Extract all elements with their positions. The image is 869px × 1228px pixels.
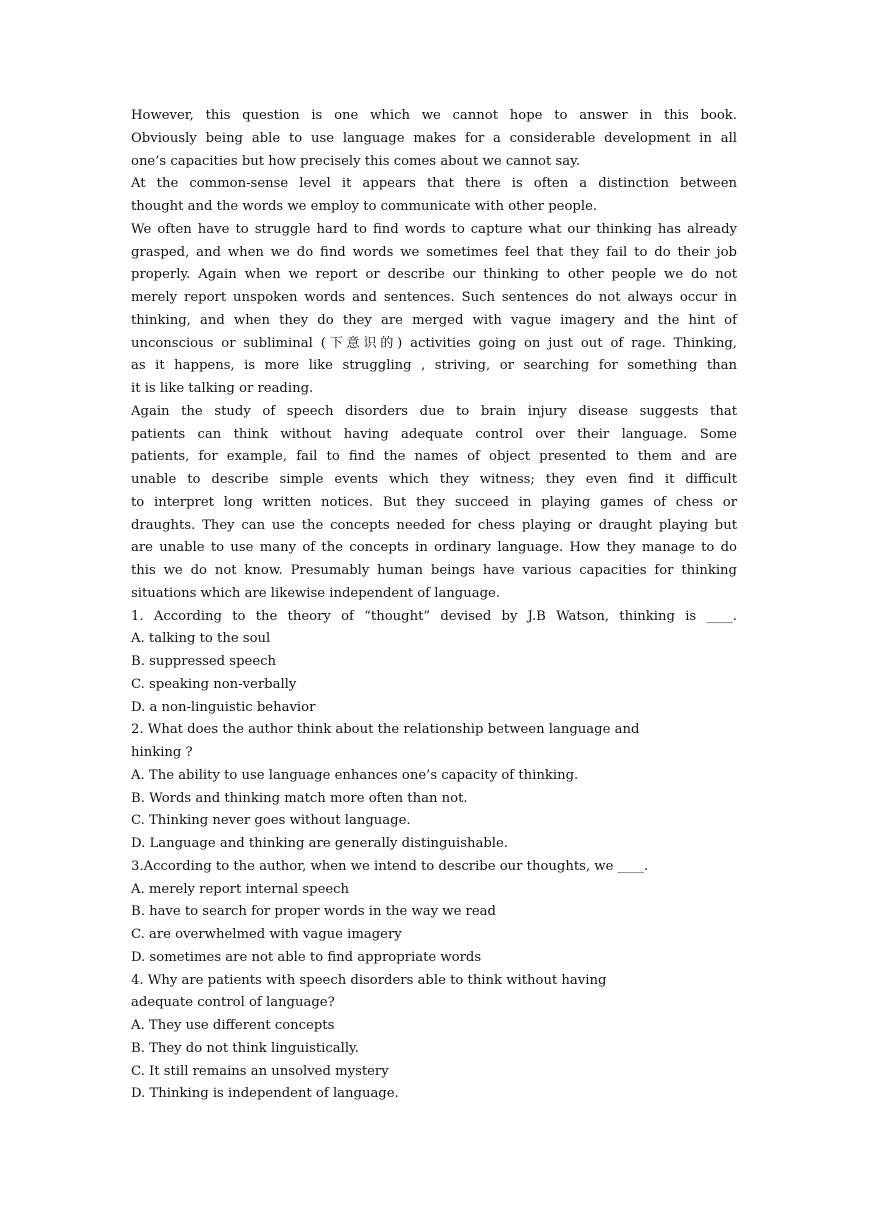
passage: [131, 105, 741, 606]
answer-option: A. talking to the soul: [131, 631, 271, 647]
passage-line: situations which are likewise independent of language.: [131, 585, 501, 601]
question-stem: 1. According to the theory of “thought” devised by J.B Watson, thinking is ____.: [131, 608, 737, 624]
document-body: [131, 105, 741, 1106]
passage-line: patients, for example, fail to find the names of object presented to them and are: [131, 449, 737, 465]
question-stem: 4. Why are patients with speech disorders able to think without having: [131, 972, 607, 988]
question-4: [131, 970, 741, 1107]
passage-line: thought and the words we employ to communicate with other people.: [131, 199, 598, 214]
answer-option: C. Thinking never goes without language.: [131, 813, 411, 829]
passage-line: properly. Again when we report or describe our thinking to other people we do not: [131, 267, 737, 283]
question-3: [131, 856, 741, 970]
question-stem: adequate control of language?: [131, 995, 335, 1011]
passage-line: it is like talking or reading.: [131, 381, 314, 396]
passage-line: Obviously being able to use language makes for a considerable development in all: [131, 130, 737, 146]
passage-line: Again the study of speech disorders due to brain injury disease suggests that: [131, 403, 737, 419]
question-stem: 3.According to the author, when we intend to describe our thoughts, we ____.: [131, 858, 649, 874]
passage-line: to interpret long written notices. But they succeed in playing games of chess or: [131, 494, 737, 510]
passage-line: merely report unspoken words and sentences. Such sentences do not always occur in: [131, 290, 737, 305]
answer-option: D. Language and thinking are generally distinguishable.: [131, 836, 508, 851]
passage-line: grasped, and when we do find words we sometimes feel that they fail to do their job: [131, 244, 737, 260]
answer-option: C. speaking non-verbally: [131, 676, 297, 692]
answer-option: C. It still remains an unsolved mystery: [131, 1063, 389, 1079]
answer-option: D. Thinking is independent of language.: [131, 1086, 399, 1102]
passage-line: as it happens, is more like struggling , striving, or searching for something than: [131, 358, 737, 374]
passage-line: We often have to struggle hard to find words to capture what our thinking has already: [131, 221, 737, 237]
passage-line: one’s capacities but how precisely this comes about we cannot say.: [131, 153, 581, 169]
passage-line: are unable to use many of the concepts in ordinary language. How they manage to do: [131, 540, 737, 556]
question-1: [131, 606, 741, 720]
answer-option: A. The ability to use language enhances one’s capacity of thinking.: [131, 767, 579, 783]
answer-option: B. have to search for proper words in the way we read: [131, 904, 496, 920]
question-stem: 2. What does the author think about the relationship between language and: [131, 722, 640, 738]
passage-line: this we do not know. Presumably human beings have various capacities for thinking: [131, 563, 737, 578]
passage-line: At the common-sense level it appears that there is often a distinction between: [131, 176, 737, 192]
answer-option: B. suppressed speech: [131, 654, 276, 669]
passage-line: thinking, and when they do they are merged with vague imagery and the hint of: [131, 312, 737, 328]
question-2: [131, 719, 741, 856]
passage-line: draughts. They can use the concepts needed for chess playing or draught playing but: [131, 517, 737, 533]
answer-option: A. They use different concepts: [131, 1018, 335, 1033]
passage-line: unable to describe simple events which they witness; they even find it difficult: [131, 472, 737, 487]
answer-option: A. merely report internal speech: [131, 881, 350, 897]
answer-option: B. Words and thinking match more often than not.: [131, 790, 468, 806]
answer-option: D. a non-linguistic behavior: [131, 699, 316, 715]
answer-option: D. sometimes are not able to find appropriate words: [131, 949, 482, 965]
question-stem: hinking ?: [131, 745, 193, 760]
passage-line: patients can think without having adequate control over their language. Some: [131, 426, 737, 442]
passage-line: However, this question is one which we cannot hope to answer in this book.: [131, 108, 737, 123]
answer-option: C. are overwhelmed with vague imagery: [131, 927, 402, 942]
passage-line: unconscious or subliminal (下意识的) activities going on just out of rage. Thinking,: [131, 335, 737, 351]
answer-option: B. They do not think linguistically.: [131, 1040, 359, 1056]
